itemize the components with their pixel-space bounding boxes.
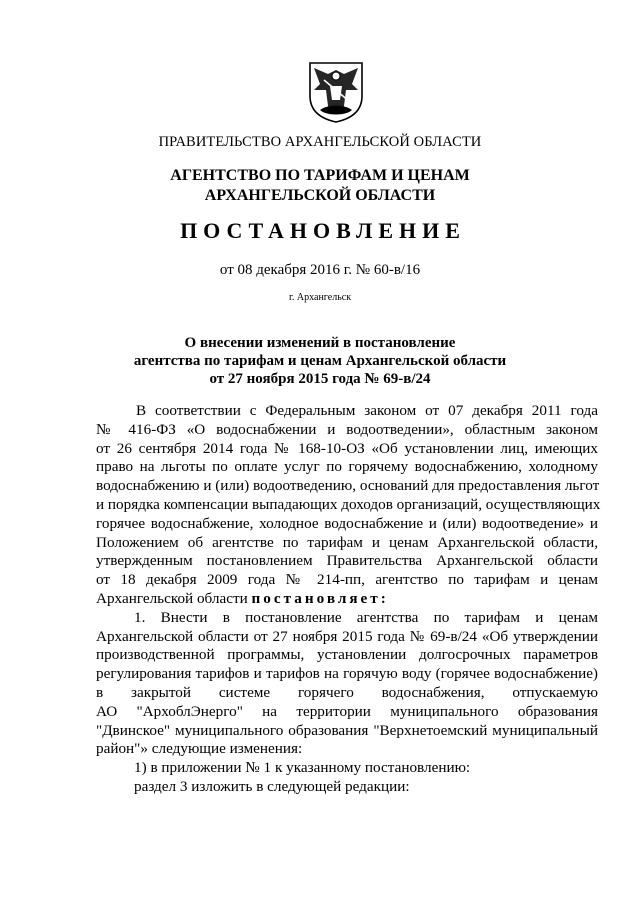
agency-name-line-2: АРХАНГЕЛЬСКОЙ ОБЛАСТИ <box>204 187 436 204</box>
body-line: и порядка компенсации выпадающих доходов организаций, осуществляющих <box>96 495 601 513</box>
coat-of-arms-emblem <box>306 60 366 124</box>
item-1-line: АО "АрхоблЭнерго" на территории муниципального образования <box>96 702 598 720</box>
item-1-line: "Двинское" муниципального образования "Верхнетоемский муниципальный <box>96 721 598 739</box>
subject-line-3: от 27 ноября 2015 года № 69-в/24 <box>209 371 431 387</box>
body-line: утвержденным постановлением Правительства Архангельской области <box>96 552 598 570</box>
body-line-prefix: Архангельской области <box>96 589 252 607</box>
body-line: от 26 сентября 2014 года № 168-10-ОЗ «Об установлении лиц, имеющих <box>96 439 598 457</box>
item-1-last-line: район"» следующие изменения: <box>96 740 303 758</box>
body-line: В соответствии с Федеральным законом от 07 декабря 2011 года <box>136 402 598 419</box>
government-name: ПРАВИТЕЛЬСТВО АРХАНГЕЛЬСКОЙ ОБЛАСТИ <box>158 134 482 150</box>
decrees-emphasis: постановляет: <box>251 589 389 607</box>
agency-name <box>0 166 640 206</box>
subject-line-1: О внесении изменений в постановление <box>184 335 456 351</box>
body-line: № 416-ФЗ «О водоснабжении и водоотведении», областным законом <box>96 420 598 438</box>
document-subject <box>0 334 640 388</box>
document-body <box>96 402 601 797</box>
body-line: право на льготы по оплате услуг по горячему водоснабжению, холодному <box>96 458 598 476</box>
item-1-line: Архангельской области от 27 ноября 2015 года № 69-в/24 «Об утверждении <box>96 627 598 645</box>
body-line: водоснабжению и (или) водоотведению, оснований для предоставления льгот <box>96 477 600 495</box>
sub-item-1: 1) в приложении № 1 к указанному постановлению: <box>134 759 471 777</box>
document-date-number: от 08 декабря 2016 г. № 60-в/16 <box>219 262 421 278</box>
sub-item-2: раздел 3 изложить в следующей редакции: <box>134 777 410 795</box>
item-1-line: 1. Внести в постановление агентства по тарифам и ценам <box>134 608 598 626</box>
body-line: Положением об агентстве по тарифам и ценам Архангельской области, <box>96 533 598 551</box>
body-line: от 18 декабря 2009 года № 214-пп, агентство по тарифам и ценам <box>96 571 598 589</box>
document-city: г. Архангельск <box>288 292 352 303</box>
body-line-decree <box>96 590 598 609</box>
item-1-line: регулирования тарифов и тарифов на горячую воду (горячее водоснабжение) <box>96 665 598 683</box>
item-1-line: в закрытой системе горячего водоснабжения, отпускаемую <box>96 683 598 701</box>
item-1-line: производственной программы, установлении долгосрочных параметров <box>96 646 598 664</box>
document-type-title: ПОСТАНОВЛЕНИЕ <box>180 218 466 243</box>
body-line: горячее водоснабжение, холодное водоснабжение и (или) водоотведение» и <box>96 514 598 532</box>
agency-name-line-1: АГЕНТСТВО ПО ТАРИФАМ И ЦЕНАМ <box>170 167 470 184</box>
subject-line-2: агентства по тарифам и ценам Архангельской области <box>133 353 507 369</box>
